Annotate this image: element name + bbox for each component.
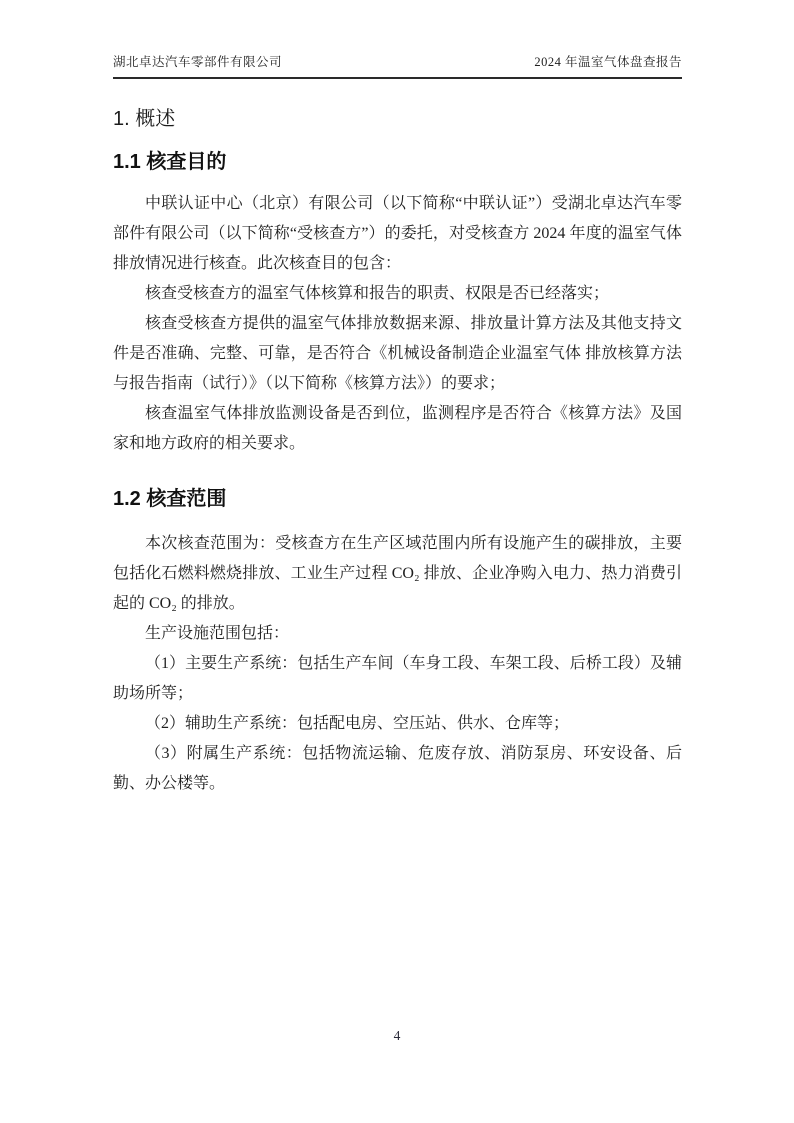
page-number: 4 bbox=[393, 1028, 401, 1043]
page-header bbox=[113, 52, 682, 79]
body-paragraph: （2）辅助生产系统：包括配电房、空压站、供水、仓库等； bbox=[145, 715, 570, 732]
body-paragraph: 核查受核查方的温室气体核算和报告的职责、权限是否已经落实； bbox=[145, 285, 610, 302]
header-report-title: 2024 年温室气体盘查报告 bbox=[534, 55, 682, 69]
body-paragraph: 本次核查范围为：受核查方在生产区域范围内所有设施产生的碳排放，主要包括化石燃料燃烧排放、工业生产过程 CO₂ 排放、企业净购入电力、热力消费引起的 CO₂ 的排放。 bbox=[113, 535, 682, 612]
section-heading-1-2: 1.2 核查范围 bbox=[113, 488, 227, 510]
body-paragraph: 核查受核查方提供的温室气体排放数据来源、排放量计算方法及其他支持文件是否准确、完整、可靠，是否符合《机械设备制造企业温室气体 排放核算方法与报告指南（试行）》（以下简称《核算方法》）的要求； bbox=[113, 315, 682, 392]
page-footer bbox=[0, 1028, 794, 1044]
body-paragraph: 生产设施范围包括： bbox=[145, 625, 290, 642]
section-heading-1-1: 1.1 核查目的 bbox=[113, 151, 227, 173]
body-paragraph: 中联认证中心（北京）有限公司（以下简称“中联认证”）受湖北卓达汽车零部件有限公司（以下简称“受核查方”）的委托，对受核查方 2024 年度的温室气体排放情况进行核查。此次核查目的包含： bbox=[113, 195, 682, 272]
body-paragraph: （1）主要生产系统：包括生产车间（车身工段、车架工段、后桥工段）及辅助场所等； bbox=[113, 655, 682, 702]
chapter-title: 1. 概述 bbox=[113, 108, 176, 130]
header-company-name: 湖北卓达汽车零部件有限公司 bbox=[113, 55, 283, 69]
body-paragraph: 核查温室气体排放监测设备是否到位，监测程序是否符合《核算方法》及国家和地方政府的相关要求。 bbox=[113, 405, 682, 452]
body-paragraph: （3）附属生产系统：包括物流运输、危废存放、消防泵房、环安设备、后勤、办公楼等。 bbox=[113, 745, 682, 792]
